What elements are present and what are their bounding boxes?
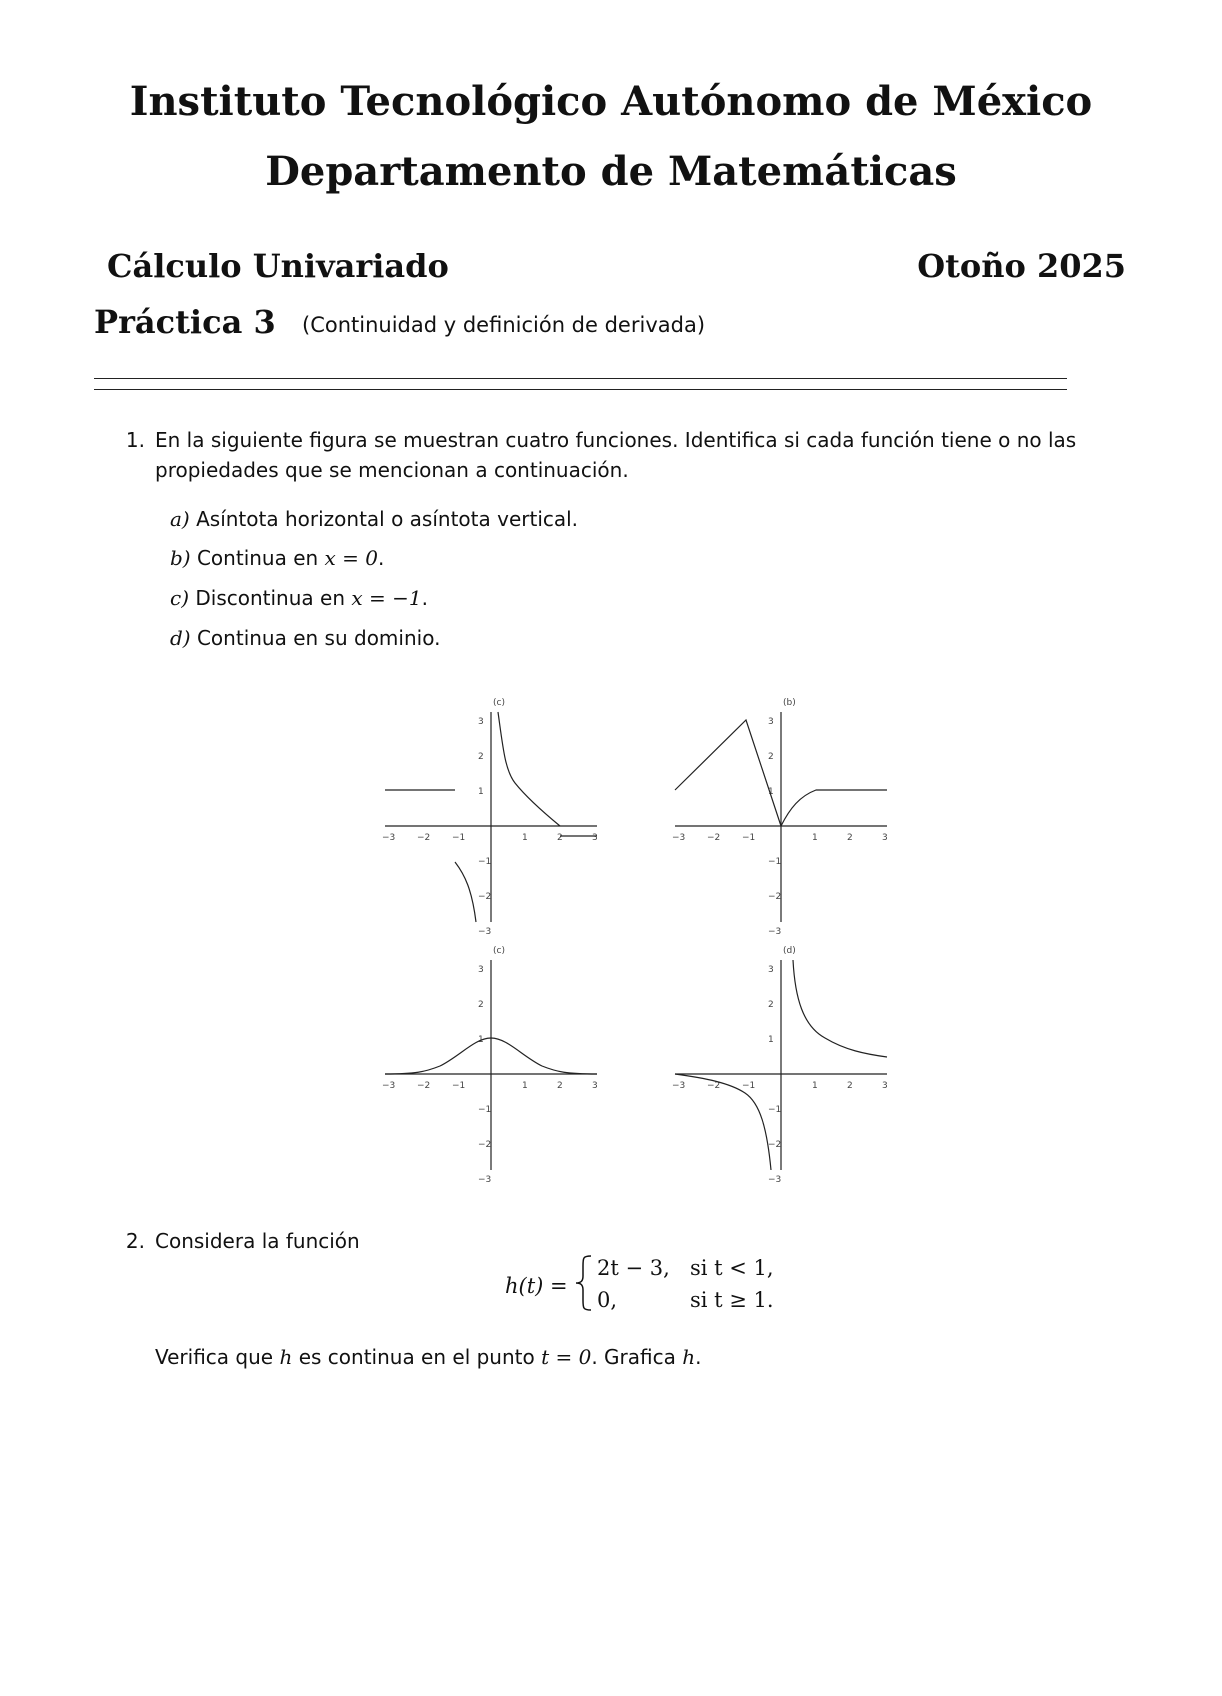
- curve-hyperbola-left: [675, 1074, 771, 1170]
- x-tick-label: 1: [522, 1081, 528, 1091]
- y-tick-label: 2: [768, 1000, 774, 1010]
- text: es continua en el punto: [292, 1345, 542, 1369]
- y-tick-label: −1: [478, 1105, 492, 1115]
- left-brace: [576, 1256, 591, 1310]
- graph-panel-a: [382, 698, 598, 937]
- text: . Grafica: [591, 1345, 683, 1369]
- y-tick-label: 2: [478, 752, 484, 762]
- divider-top: [94, 378, 1067, 379]
- course-name: Cálculo Univariado: [107, 247, 449, 285]
- x-tick-label: 2: [557, 833, 563, 843]
- x-tick-label: −3: [672, 833, 686, 843]
- question-1-item-a: [170, 504, 578, 534]
- tick-labels: [382, 965, 598, 1185]
- x-tick-label: 3: [882, 1081, 888, 1091]
- x-tick-label: −1: [452, 1081, 466, 1091]
- x-tick-label: −1: [742, 1081, 756, 1091]
- item-text: Continua en su dominio.: [196, 626, 441, 650]
- y-tick-label: 1: [768, 1035, 774, 1045]
- term: Otoño 2025: [917, 247, 1126, 285]
- tick-labels: [382, 717, 598, 937]
- x-tick-label: −2: [707, 833, 721, 843]
- text: .: [695, 1345, 702, 1369]
- case-2-condition: si t ≥ 1.: [690, 1288, 774, 1312]
- x-tick-label: −1: [742, 833, 756, 843]
- tick-labels: [672, 965, 888, 1185]
- panel-label: (b): [783, 698, 796, 708]
- case-1-condition: si t < 1,: [690, 1256, 774, 1280]
- x-tick-label: −1: [452, 833, 466, 843]
- tick-labels: [672, 717, 888, 937]
- item-text: Continua en: [196, 546, 325, 570]
- x-tick-label: 1: [522, 833, 528, 843]
- x-tick-label: 2: [847, 1081, 853, 1091]
- x-tick-label: 1: [812, 833, 818, 843]
- y-tick-label: −2: [478, 1140, 492, 1150]
- x-tick-label: −2: [417, 833, 431, 843]
- x-tick-label: −3: [672, 1081, 686, 1091]
- curve-linear-peak: [675, 720, 781, 826]
- item-math: x = 0: [324, 546, 379, 570]
- item-math: x = −1: [351, 586, 422, 610]
- y-tick-label: −2: [768, 892, 782, 902]
- question-2-number: 2.: [125, 1229, 145, 1253]
- x-tick-label: −2: [417, 1081, 431, 1091]
- question-1-item-d: [170, 623, 440, 653]
- question-1-number: 1.: [125, 428, 145, 452]
- y-tick-label: −1: [768, 857, 782, 867]
- piecewise-function: [505, 1248, 805, 1318]
- case-1-expression: 2t − 3,: [597, 1256, 670, 1280]
- graph-panel-c: [382, 946, 598, 1185]
- x-tick-label: 2: [557, 1081, 563, 1091]
- x-tick-label: −2: [707, 1081, 721, 1091]
- item-label: b): [170, 546, 191, 570]
- item-text: Discontinua en: [195, 586, 352, 610]
- x-tick-label: 1: [812, 1081, 818, 1091]
- curve-left-decreasing: [455, 862, 476, 922]
- x-tick-label: 2: [847, 833, 853, 843]
- curve-rising-plateau: [781, 790, 887, 826]
- item-label: a): [170, 507, 190, 531]
- y-tick-label: 3: [768, 965, 774, 975]
- y-tick-label: 3: [768, 717, 774, 727]
- item-punct: .: [421, 586, 428, 610]
- department-title: Departamento de Matemáticas: [265, 148, 957, 195]
- math-point: t = 0: [541, 1345, 592, 1369]
- function-lhs: h(t) =: [505, 1274, 568, 1298]
- panel-label: (c): [493, 698, 505, 708]
- case-2-expression: 0,: [597, 1288, 618, 1312]
- y-tick-label: 3: [478, 965, 484, 975]
- item-label: c): [170, 586, 190, 610]
- y-tick-label: −3: [478, 1175, 492, 1185]
- practice-title: Práctica 3: [94, 303, 276, 341]
- y-tick-label: −3: [768, 1175, 782, 1185]
- x-tick-label: 3: [592, 833, 598, 843]
- math-h: h: [279, 1345, 293, 1369]
- text: Verifica que: [155, 1345, 280, 1369]
- y-tick-label: 1: [478, 1035, 484, 1045]
- item-text: Asíntota horizontal o asíntota vertical.: [196, 507, 579, 531]
- y-tick-label: −2: [768, 1140, 782, 1150]
- x-tick-label: 3: [592, 1081, 598, 1091]
- practice-topic: (Continuidad y definición de derivada): [302, 313, 706, 337]
- curve-hyperbola-right: [793, 960, 887, 1057]
- institution-title: Instituto Tecnológico Autónomo de México: [129, 78, 1093, 125]
- y-tick-label: 2: [768, 752, 774, 762]
- divider-bottom: [94, 389, 1067, 390]
- y-tick-label: −3: [478, 927, 492, 937]
- question-2-instruction: [155, 1342, 701, 1372]
- question-1-text: En la siguiente figura se muestran cuatro funciones. Identifica si cada función tiene o no las propiedades que se mencionan a continuación.: [155, 428, 1077, 482]
- item-label: d): [170, 626, 191, 650]
- y-tick-label: −3: [768, 927, 782, 937]
- graph-panel-b: [672, 698, 888, 937]
- graph-panel-d: [672, 946, 888, 1185]
- function-graphs-figure: [382, 690, 905, 1190]
- question-1-item-b: [170, 543, 384, 573]
- y-tick-label: 2: [478, 1000, 484, 1010]
- y-tick-label: 1: [478, 787, 484, 797]
- y-tick-label: −2: [478, 892, 492, 902]
- y-tick-label: −1: [478, 857, 492, 867]
- x-tick-label: −3: [382, 833, 396, 843]
- y-tick-label: 1: [768, 787, 774, 797]
- panel-label: (d): [783, 946, 796, 956]
- item-punct: .: [378, 546, 385, 570]
- x-tick-label: 3: [882, 833, 888, 843]
- math-h: h: [682, 1345, 696, 1369]
- panel-label: (c): [493, 946, 505, 956]
- y-tick-label: 3: [478, 717, 484, 727]
- x-tick-label: −3: [382, 1081, 396, 1091]
- question-1-item-c: [170, 583, 428, 613]
- question-2-intro: Considera la función: [155, 1229, 360, 1253]
- y-tick-label: −1: [768, 1105, 782, 1115]
- curve-right-decreasing: [498, 712, 560, 826]
